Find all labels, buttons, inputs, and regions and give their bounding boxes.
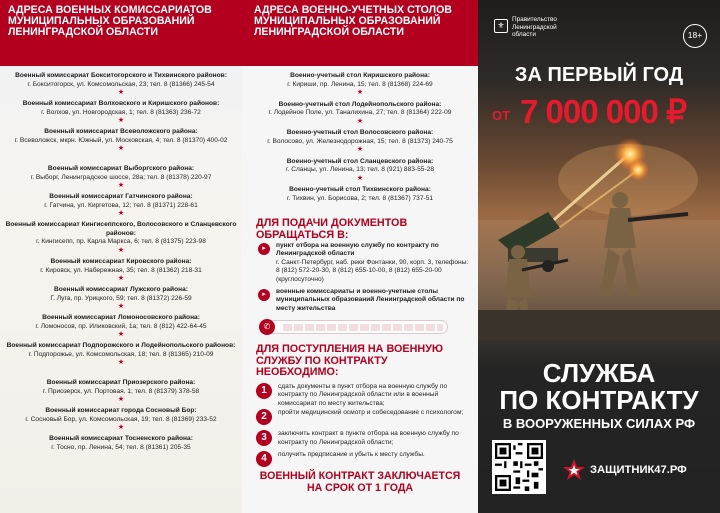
registration-desk-address: г. Сланцы, ул. Ленина, 13; тел. 8 (921) 883-55-28 — [285, 166, 434, 174]
website-name[interactable]: ЗАЩИТНИК47.РФ — [590, 464, 687, 476]
registration-desk-title: Военно-учетный стол Лодейнопольского района: — [278, 100, 442, 108]
registration-desks-column — [242, 0, 478, 513]
commissariat-entry — [4, 128, 238, 165]
star-divider-icon: ★ — [356, 117, 364, 125]
service-line: В ВООРУЖЕННЫХ СИЛАХ РФ — [502, 416, 696, 431]
commissariat-title: Военный комиссариат Всеволожского района: — [44, 128, 198, 135]
contract-term-note: ВОЕННЫЙ КОНТРАКТ ЗАКЛЮЧАЕТСЯ НА СРОК ОТ 1 ГОДА — [259, 470, 461, 494]
commissariat-title: Военный комиссариат Подпорожского и Лодейнопольского районов: — [6, 342, 236, 349]
enlist-heading: ДЛЯ ПОСТУПЛЕНИЯ НА ВОЕННУЮ СЛУЖБУ ПО КОНТРАКТУ НЕОБХОДИМО: — [256, 343, 444, 378]
registration-desk-title: Военно-учетный стол Сланцевского района: — [286, 157, 434, 165]
commissariat-entry — [4, 342, 238, 379]
location-pin-icon: ▸ — [258, 243, 270, 255]
registration-desks-heading: АДРЕСА ВОЕННО-УЧЕТНЫХ СТОЛОВ МУНИЦИПАЛЬНЫХ ОБРАЗОВАНИЙ ЛЕНИНГРАДСКОЙ ОБЛАСТИ — [242, 0, 478, 66]
commissariat-title: Военный комиссариат Тосненского района: — [49, 435, 193, 442]
star-divider-icon: ★ — [117, 117, 125, 125]
registration-desk-title: Военно-учетный стол Киришского района: — [290, 72, 430, 79]
red-star-icon — [562, 458, 586, 482]
star-divider-icon: ★ — [117, 210, 125, 218]
commissariat-entry — [4, 221, 238, 258]
step-number: 4 — [256, 451, 272, 467]
government-name-line: Правительство — [512, 16, 557, 23]
registration-desk-address: г. Кириши, пр. Ленина, 15; тел. 8 (81368) 224-69 — [287, 80, 433, 88]
commissariat-entry — [4, 379, 238, 407]
commissariat-entry — [4, 407, 238, 435]
commissariat-title: Военный комиссариат Гатчинского района: — [49, 193, 193, 200]
phone-bar — [260, 320, 448, 334]
star-divider-icon: ★ — [356, 89, 364, 97]
star-divider-icon: ★ — [117, 303, 125, 311]
phone-bar-cells — [283, 324, 443, 331]
government-name-line: области — [512, 31, 536, 39]
star-divider-icon: ★ — [117, 424, 125, 432]
star-divider-icon: ★ — [117, 145, 125, 153]
phone-icon: ✆ — [259, 319, 275, 335]
step-number: 1 — [256, 383, 272, 399]
registration-desk-address: г. Тихвин, ул. Борисова, 2; тел. 8 (81367) 737-51 — [286, 194, 434, 202]
commissariat-address: г. Всеволожск, мкрн. Южный, ул. Московская, 4; тел. 8 (81370) 400-02 — [14, 136, 228, 144]
commissariat-entry — [4, 286, 238, 314]
commissariat-title: Военный комиссариат Бокситогорского и Тихвинского районов: — [15, 72, 227, 79]
contract-service-title — [478, 360, 720, 432]
registration-desks-list — [248, 72, 472, 215]
commissariat-address: г. Гатчина, ул. Киргетова, 12; тел. 8 (81371) 228-61 — [44, 201, 198, 209]
commissariat-address: г. Волхов, ул. Новгородская, 1; тел. 8 (81363) 236-72 — [41, 108, 201, 116]
star-divider-icon: ★ — [117, 275, 125, 283]
commissariats-list — [4, 72, 238, 463]
submit-documents-heading: ДЛЯ ПОДАЧИ ДОКУМЕНТОВ ОБРАЩАТЬСЯ В: — [256, 217, 408, 241]
commissariat-title: Военный комиссариат Волховского и Киришского районов: — [22, 100, 220, 107]
star-divider-icon: ★ — [356, 174, 364, 182]
registration-desk-entry — [248, 129, 472, 158]
step-text: заключить контракт в пункте отбора на военную службу по контракту по Ленинградской области; — [278, 430, 459, 446]
submit-point-selection — [256, 242, 470, 284]
qr-code[interactable] — [492, 440, 546, 494]
star-divider-icon: ★ — [117, 359, 125, 367]
amount-value: 7 000 000 ₽ — [520, 93, 686, 130]
registration-desk-title: Военно-учетный стол Тихвинского района: — [289, 186, 431, 194]
government-name — [512, 16, 592, 39]
commissariat-address: г. Ломоносов, пр. Иликовский, 1а; тел. 8 (812) 422-64-45 — [35, 322, 207, 330]
commissariat-address: г. Кировск, ул. Набережная, 35; тел. 8 (81362) 218-31 — [40, 266, 202, 274]
commissariat-entry — [4, 72, 238, 100]
website-link[interactable] — [562, 458, 718, 482]
commissariat-address: г. Выборг, Ленинградское шоссе, 28а; тел. 8 (81378) 220-97 — [30, 173, 212, 181]
enlist-step — [256, 430, 470, 450]
location-pin-icon: ▸ — [258, 289, 270, 301]
registration-desk-title: Военно-учетный стол Волосовского района: — [286, 129, 434, 137]
registration-desk-address: г. Волосово, ул. Железнодорожная, 15; тел. 8 (81373) 240-75 — [267, 137, 453, 145]
registration-desk-address: г. Лодейное Поле, ул. Таналихина, 27; тел. 8 (81364) 222-09 — [268, 109, 452, 117]
service-line: СЛУЖБА — [542, 358, 656, 388]
commissariat-address: г. Подпорожье, ул. Комсомольская, 18; тел. 8 (81365) 210-09 — [28, 350, 214, 358]
government-name-line: Ленинградской — [512, 23, 557, 31]
commissariat-entry — [4, 100, 238, 128]
registration-desk-entry — [248, 186, 472, 215]
submit-points — [256, 242, 470, 317]
commissariat-entry — [4, 193, 238, 221]
commissariat-title: Военный комиссариат Лужского района: — [54, 286, 188, 293]
commissariat-title: Военный комиссариат Ломоносовского района: — [42, 314, 200, 321]
step-number: 3 — [256, 430, 272, 446]
step-text: сдать документы в пункт отбора на военную службу по контракту по Ленинградской области или в военный комиссариат по месту жительства; — [278, 383, 448, 407]
service-line: ПО КОНТРАКТУ — [499, 385, 699, 415]
commissariats-heading: АДРЕСА ВОЕННЫХ КОМИССАРИАТОВ МУНИЦИПАЛЬНЫХ ОБРАЗОВАНИЙ ЛЕНИНГРАДСКОЙ ОБЛАСТИ — [0, 0, 242, 66]
commissariat-address: г. Сосновый Бор, ул. Комсомольская, 19; тел. 8 (81369) 233-52 — [25, 415, 217, 423]
enlist-step — [256, 451, 470, 471]
commissariat-entry — [4, 435, 238, 463]
submit-point-commissariats — [256, 288, 470, 313]
coat-of-arms-icon: ⚜ — [494, 19, 508, 33]
commissariat-title: Военный комиссариат города Сосновый Бор: — [45, 407, 197, 414]
commissariat-entry — [4, 314, 238, 342]
star-divider-icon: ★ — [117, 246, 125, 254]
payment-amount — [492, 94, 714, 130]
step-number: 2 — [256, 409, 272, 425]
submit-point-label: пункт отбора на военную службу по контракту по Ленинградской области — [276, 242, 439, 258]
star-divider-icon: ★ — [117, 89, 125, 97]
commissariat-title: Военный комиссариат Кировского района: — [50, 258, 192, 265]
enlist-step — [256, 383, 470, 408]
submit-point-label: военные комиссариаты и военно-учетные столы муниципальных образований Ленинградской области по месту жительства — [276, 288, 465, 312]
age-rating-badge: 18+ — [683, 24, 707, 48]
amount-prefix: ОТ — [492, 108, 511, 123]
submit-point-details: г. Санкт-Петербург, наб. реки Фонтанки, 90, корп. 3, телефоны: 8 (812) 572-20-30, 8 (812) 655-10-00, 8 (812) 655-20-00 (круглосуточно) — [276, 258, 469, 283]
commissariat-entry — [4, 258, 238, 286]
commissariat-title: Военный комиссариат Выборгского района: — [47, 165, 195, 172]
step-text: пройти медицинский осмотр и собеседование с психологом; — [278, 409, 464, 417]
star-divider-icon: ★ — [356, 146, 364, 154]
registration-desk-entry — [248, 72, 472, 101]
commissariat-address: г. Тосно, пр. Ленина, 54; тел. 8 (81361) 205-35 — [51, 443, 191, 451]
commissariat-entry — [4, 165, 238, 193]
first-year-heading: ЗА ПЕРВЫЙ ГОД — [514, 64, 684, 86]
star-divider-icon: ★ — [117, 182, 125, 190]
commissariat-address: г. Бокситогорск, ул. Комсомольская, 23; тел. 8 (81366) 245-54 — [27, 80, 215, 88]
commissariat-address: Г. Луга, пр. Урицкого, 59; тел. 8 (81372) 226-59 — [50, 294, 192, 302]
registration-desk-entry — [248, 101, 472, 130]
recruitment-poster — [478, 0, 720, 513]
commissariat-title: Военный комиссариат Кингисеппского, Волосовского и Сланцевского районов: — [5, 221, 237, 237]
enlist-steps — [256, 383, 470, 472]
soldiers-scene-image — [478, 130, 720, 340]
commissariat-address: г. Кингисепп, пр. Карла Маркса, 6; тел. 8 (81375) 223-98 — [36, 238, 206, 246]
commissariat-title: Военный комиссариат Приозерского района: — [46, 379, 196, 386]
star-divider-icon: ★ — [117, 331, 125, 339]
commissariat-address: г. Приозерск, ул. Портовая, 1; тел. 8 (81379) 378-58 — [42, 387, 200, 395]
star-divider-icon: ★ — [117, 396, 125, 404]
enlist-step — [256, 409, 470, 429]
step-text: получить предписание и убыть к месту службы. — [278, 451, 425, 459]
commissariats-column — [0, 0, 242, 513]
registration-desk-entry — [248, 158, 472, 187]
